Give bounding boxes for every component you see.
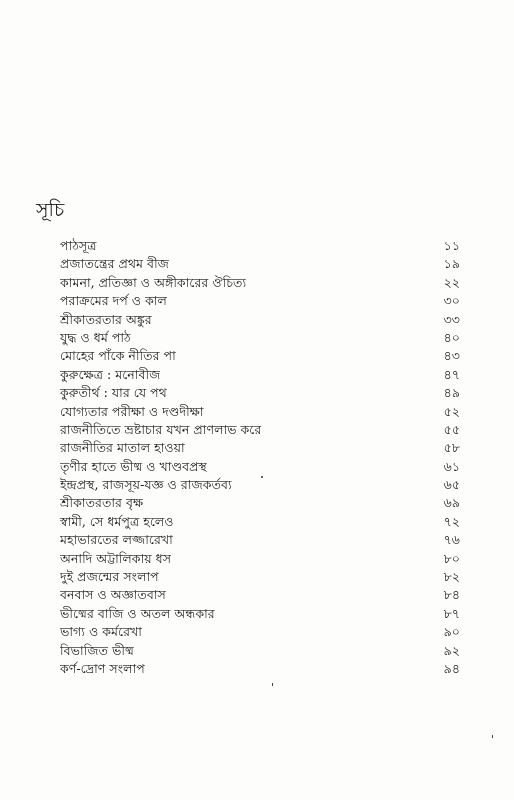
toc-entry-page-number: ৪৩ — [443, 348, 460, 364]
toc-entry — [60, 660, 460, 678]
toc-entry-title: তৃণীর হাতে ভীষ্ম ও খাণ্ডবপ্রস্থ — [60, 458, 207, 474]
toc-entry-page-number: ৯৪ — [443, 660, 460, 676]
toc-entry — [60, 274, 460, 292]
toc-entry — [60, 550, 460, 568]
toc-entry — [60, 311, 460, 329]
toc-entry — [60, 329, 460, 347]
toc-entry-title: যোগ্যতার পরীক্ষা ও দণ্ডদীক্ষা — [60, 403, 204, 419]
table-of-contents — [60, 237, 460, 678]
toc-entry — [60, 642, 460, 660]
toc-entry-page-number: ৭২ — [443, 513, 460, 529]
toc-entry-title: মোহের পাঁকে নীতির পা — [60, 348, 176, 364]
toc-entry — [60, 347, 460, 365]
print-speck — [272, 683, 273, 686]
toc-entry — [60, 366, 460, 384]
toc-entry — [60, 531, 460, 549]
toc-entry-page-number: ৪০ — [443, 329, 460, 345]
toc-entry-page-number: ১১ — [443, 238, 460, 253]
toc-entry-page-number: ১৯ — [443, 256, 460, 272]
toc-entry-page-number: ৫২ — [443, 403, 460, 419]
toc-entry-page-number: ৮২ — [443, 569, 460, 585]
toc-entry-title: ইন্দ্রপ্রস্থ, রাজসূয়-যজ্ঞ ও রাজকর্তব্য — [60, 477, 232, 493]
toc-entry — [60, 421, 460, 439]
toc-entry — [60, 403, 460, 421]
toc-entry — [60, 384, 460, 402]
toc-entry-title: রাজনীতিতে ভ্রষ্টাচার যখন প্রাণলাভ করে — [60, 421, 262, 437]
toc-entry-page-number: ৫৮ — [443, 440, 460, 456]
print-speck — [492, 735, 493, 738]
toc-entry-title: বিভাজিত ভীষ্ম — [60, 642, 134, 658]
toc-entry — [60, 513, 460, 531]
toc-entry-page-number: ৮০ — [443, 550, 460, 566]
toc-entry-page-number: ৮৪ — [443, 587, 460, 603]
toc-entry — [60, 623, 460, 641]
toc-entry — [60, 255, 460, 273]
toc-entry-page-number: ৮৭ — [443, 605, 460, 621]
toc-entry-title: ভীষ্মের বাজি ও অতল অন্ধকার — [60, 605, 215, 621]
toc-entry — [60, 605, 460, 623]
toc-entry-page-number: ৫৫ — [443, 421, 460, 437]
toc-entry-title: কুরুক্ষেত্র : মনোবীজ — [60, 366, 161, 382]
toc-entry-page-number: ৯২ — [443, 642, 460, 658]
toc-entry-title: কর্ণ-দ্রোণ সংলাপ — [60, 660, 145, 676]
toc-entry-title: পাঠসূত্র — [60, 238, 97, 253]
toc-entry — [60, 476, 460, 494]
toc-entry-page-number: ৭৬ — [443, 532, 460, 548]
toc-entry-title: অনাদি অট্টালিকায় ধস — [60, 550, 172, 566]
toc-entry-title: দুই প্রজন্মের সংলাপ — [60, 569, 159, 585]
toc-entry-title: মহাভারতের লজ্জারেখা — [60, 532, 173, 548]
toc-entry — [60, 494, 460, 512]
toc-entry — [60, 458, 460, 476]
toc-entry — [60, 237, 460, 255]
toc-entry-title: কামনা, প্রতিজ্ঞা ও অঙ্গীকারের ঔচিত্য — [60, 274, 247, 290]
toc-entry-page-number: ৪৯ — [443, 385, 460, 401]
toc-entry-title: যুদ্ধ ও ধর্ম পাঠ — [60, 329, 131, 345]
toc-entry — [60, 292, 460, 310]
contents-heading: সূচি — [36, 199, 65, 221]
toc-entry-title: শ্রীকাতরতার অঙ্কুর — [60, 311, 152, 327]
toc-entry-title: ভাগ্য ও কর্মরেখা — [60, 624, 142, 640]
toc-entry-page-number: ৬৯ — [443, 495, 460, 511]
toc-entry-title: কুরুতীর্থ : যার যে পথ — [60, 385, 167, 401]
toc-entry-title: শ্রীকাতরতার বৃক্ষ — [60, 495, 144, 511]
toc-entry — [60, 586, 460, 604]
toc-entry-title: বনবাস ও অজ্ঞাতবাস — [60, 587, 166, 603]
toc-entry-title: স্বামী, সে ধর্মপুত্র হলেও — [60, 513, 174, 529]
toc-entry-page-number: ৩০ — [443, 293, 460, 309]
toc-entry-title: প্রজাতন্ত্রের প্রথম বীজ — [60, 256, 169, 272]
toc-entry-page-number: ৬১ — [443, 458, 460, 474]
toc-entry — [60, 439, 460, 457]
toc-entry-title: রাজনীতির মাতাল হাওয়া — [60, 440, 185, 456]
toc-entry-title: পরাক্রমের দর্প ও কাল — [60, 293, 167, 309]
toc-entry-page-number: ৬৫ — [443, 477, 460, 493]
toc-entry-page-number: ৯০ — [443, 624, 460, 640]
toc-entry-page-number: ২২ — [443, 274, 460, 290]
toc-entry — [60, 568, 460, 586]
toc-entry-page-number: ৩৩ — [443, 311, 460, 327]
toc-entry-page-number: ৪৭ — [443, 366, 460, 382]
print-speck — [261, 476, 263, 478]
